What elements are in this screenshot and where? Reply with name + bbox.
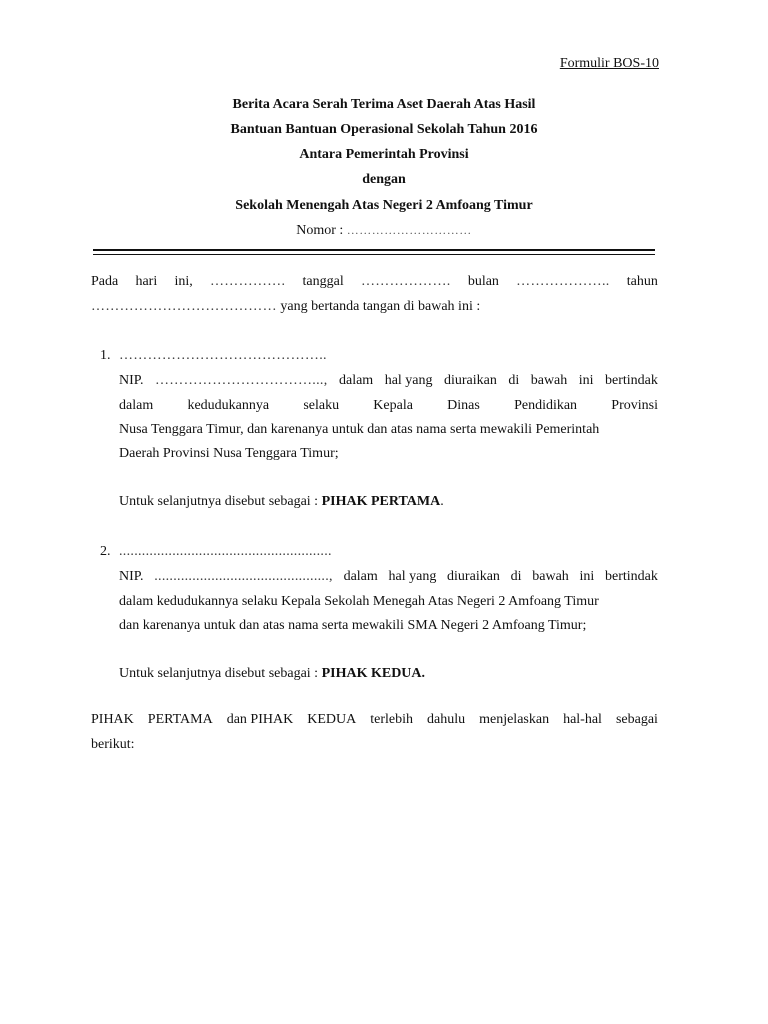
party2-number: 2. [100, 544, 111, 559]
title-line-3: Antara Pemerintah Provinsi [299, 147, 469, 162]
closing-word: PIHAK [91, 712, 134, 727]
closing-word: menjelaskan [479, 712, 550, 727]
party1-word: ini [578, 373, 594, 388]
party2-word: NIP. [119, 569, 144, 584]
party1-word: diuraikan [444, 373, 497, 388]
party2-name-blank [119, 540, 658, 564]
closing-word: sebagai [615, 712, 658, 727]
intro-word: Pada [91, 274, 119, 289]
intro-word: hari [135, 274, 158, 289]
party2-word: di [510, 569, 522, 584]
party1-word: dalam [119, 398, 154, 413]
closing-line-1 [91, 712, 658, 728]
header-divider-thick [93, 249, 655, 251]
party1-alias: PIHAK PERTAMA [321, 494, 441, 509]
party2-word: dalam [343, 569, 378, 584]
party2-alias-line [119, 662, 658, 686]
party1-nip-blank: ……………………………..., [155, 373, 328, 388]
party2-alias-prefix: Untuk selanjutnya disebut sebagai : [119, 666, 322, 681]
party1-name-blank [119, 344, 658, 368]
document-number [0, 223, 768, 239]
party1-word: Provinsi [611, 398, 658, 413]
title-line-4: dengan [362, 172, 406, 187]
document-number-dots: ………………………… [343, 223, 472, 237]
party1-word: di [508, 373, 520, 388]
header-divider-thin [93, 254, 655, 255]
party1-name-dots: …………………………………….. [119, 348, 327, 363]
party1-word: kedudukannya [187, 398, 270, 413]
party1-word: bertindak [605, 373, 658, 388]
intro-line-1 [91, 274, 658, 290]
party1-word: bawah [530, 373, 568, 388]
party1-word: NIP. [119, 373, 144, 388]
month-blank: ……………….. [516, 274, 610, 289]
party2-nip-blank: .............................................., [154, 569, 333, 584]
title-line-5: Sekolah Menengah Atas Negeri 2 Amfoang Timur [235, 198, 533, 213]
party1-number: 1. [100, 348, 111, 363]
party1-line-2 [119, 394, 658, 418]
party1-nip-line [119, 369, 658, 393]
party2-nip-line [119, 565, 658, 589]
party1-word: selaku [303, 398, 340, 413]
intro-word: ini, [174, 274, 193, 289]
party1-alias-prefix: Untuk selanjutnya disebut sebagai : [119, 494, 322, 509]
party1-line-3: Nusa Tenggara Timur, dan karenanya untuk dan atas nama serta mewakili Pemerintah [119, 422, 600, 437]
date-blank: ………………. [360, 274, 451, 289]
closing-word: PERTAMA [147, 712, 213, 727]
party2-alias: PIHAK KEDUA. [321, 666, 426, 681]
closing-word: hal-hal [563, 712, 602, 727]
party2-line-2: dalam kedudukannya selaku Kepala Sekolah Menegah Atas Negeri 2 Amfoang Timur [119, 594, 599, 609]
intro-word: tanggal [302, 274, 344, 289]
party2-line-3: dan karenanya untuk dan atas nama serta mewakili SMA Negeri 2 Amfoang Timur; [119, 618, 587, 633]
party1-alias-suffix: . [440, 494, 444, 509]
year-blank: ………………………………… [91, 299, 277, 314]
closing-word: dan PIHAK [226, 712, 294, 727]
title-line-1: Berita Acara Serah Terima Aset Daerah Atas Hasil [232, 97, 536, 112]
party2-word: bertindak [605, 569, 658, 584]
intro-word: bulan [467, 274, 499, 289]
intro-word: tahun [626, 274, 658, 289]
party1-word: dalam [338, 373, 374, 388]
party1-word: Dinas [447, 398, 480, 413]
party1-alias-line [119, 490, 658, 514]
closing-word: dahulu [426, 712, 466, 727]
party1-line-4: Daerah Provinsi Nusa Tenggara Timur; [119, 446, 339, 461]
closing-word: terlebih [370, 712, 413, 727]
closing-word: KEDUA [307, 712, 357, 727]
intro-text: yang bertanda tangan di bawah ini : [276, 299, 481, 314]
day-blank: ……………. [209, 274, 286, 289]
party1-word: Pendidikan [514, 398, 578, 413]
party2-name-dots: ........................................................ [119, 544, 332, 559]
title-line-2: Bantuan Bantuan Operasional Sekolah Tahun 2016 [230, 122, 538, 137]
intro-line-2 [91, 299, 658, 315]
party2-word: diuraikan [447, 569, 500, 584]
closing-line-2: berikut: [91, 737, 135, 752]
party2-word: bawah [532, 569, 569, 584]
form-code: Formulir BOS-10 [559, 56, 659, 71]
party1-word: hal yang [384, 373, 433, 388]
document-number-label: Nomor : [296, 223, 344, 238]
party1-word: Kepala [373, 398, 413, 413]
party2-word: hal yang [388, 569, 437, 584]
party2-word: ini [579, 569, 595, 584]
